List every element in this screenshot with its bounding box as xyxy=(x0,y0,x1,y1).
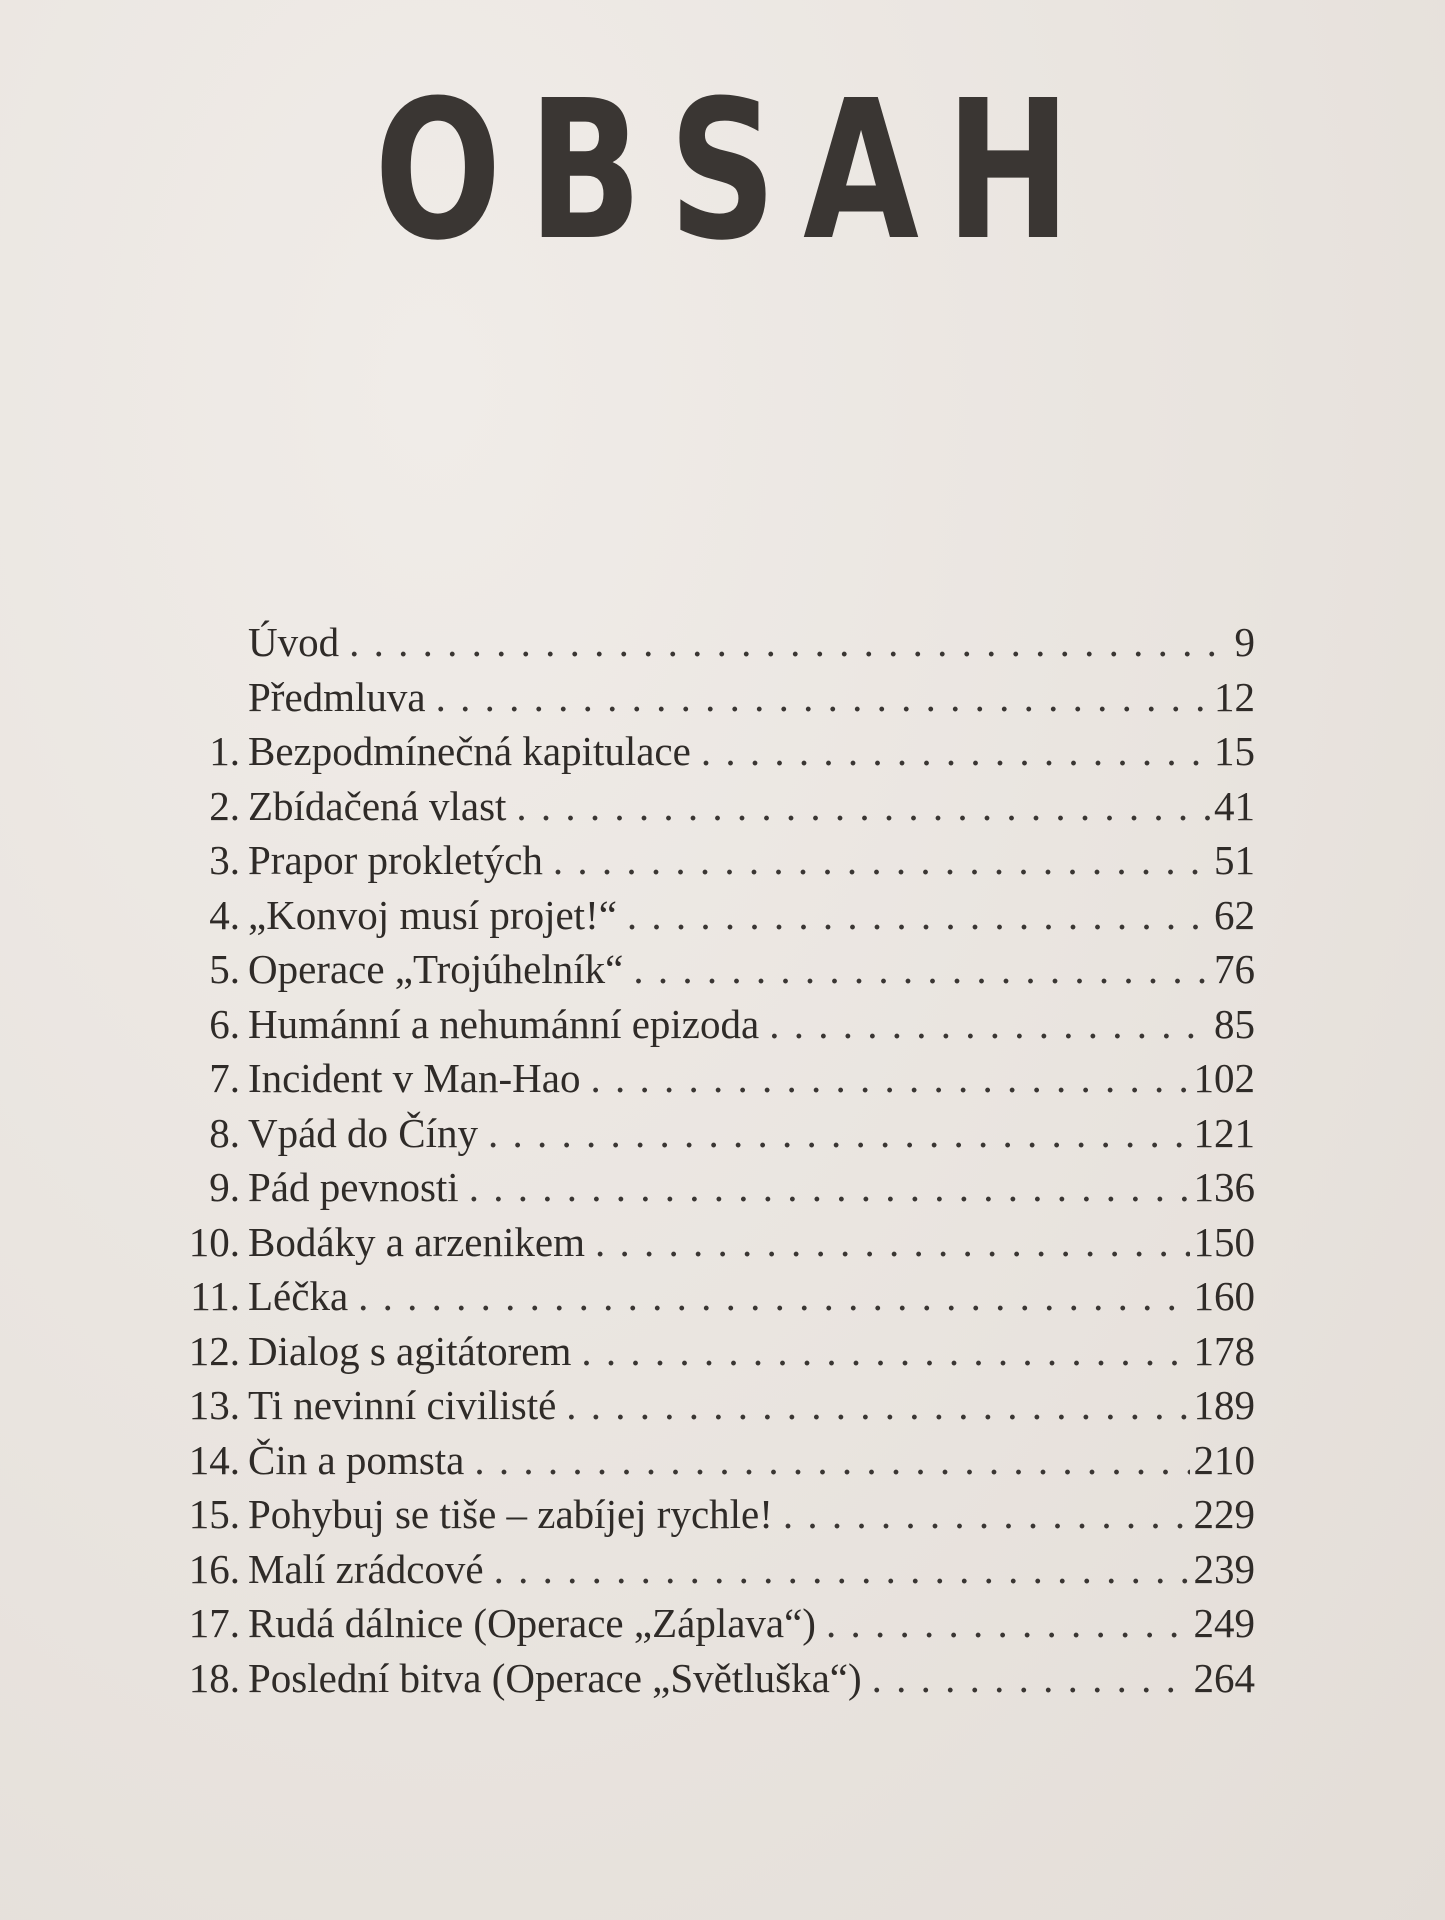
toc-entry-title: Úvod xyxy=(248,619,340,665)
toc-entry-number: 6. xyxy=(209,1000,240,1047)
toc-dot-leader xyxy=(566,1378,1189,1433)
toc-entry xyxy=(160,779,1255,834)
toc-entry-number: 1. xyxy=(209,728,240,774)
toc-dot-leader xyxy=(488,1106,1189,1161)
toc-entry-title: Pád pevnosti xyxy=(248,1164,459,1210)
toc-entry xyxy=(160,1106,1255,1161)
toc-entry xyxy=(160,1542,1255,1597)
toc-entry-number: 8. xyxy=(209,1109,240,1156)
toc-entry-number: 2. xyxy=(209,782,240,829)
toc-entry-title: Pohybuj se tiše – zabíjej rychle! xyxy=(248,1491,773,1537)
toc-entry-title: Předmluva xyxy=(248,673,426,720)
toc-entry-title: Bodáky a arzenikem xyxy=(248,1218,585,1265)
toc-entry-page: 12 xyxy=(1214,673,1255,720)
toc-entry xyxy=(160,724,1255,779)
toc-entry-number: 5. xyxy=(209,946,240,992)
toc-entry-title: Zbídačená vlast xyxy=(248,782,507,829)
toc-entry-number: 14. xyxy=(188,1436,240,1483)
toc-entry-title: Malí zrádcové xyxy=(248,1545,484,1592)
page-title: OBSAH xyxy=(374,60,1098,283)
toc-entry-title: Léčka xyxy=(248,1273,349,1319)
toc-entry xyxy=(160,1651,1255,1706)
toc-entry xyxy=(160,1051,1255,1106)
toc-entry-title: Čin a pomsta xyxy=(248,1436,465,1483)
toc-entry xyxy=(160,1596,1255,1651)
toc-entry-page: 189 xyxy=(1193,1382,1255,1428)
toc-entry-title: Rudá dálnice (Operace „Záplava“) xyxy=(248,1600,816,1646)
toc-entry-number: 17. xyxy=(188,1600,240,1646)
toc-entry-number: 18. xyxy=(188,1654,240,1701)
toc-dot-leader xyxy=(590,1051,1189,1106)
toc-dot-leader xyxy=(474,1433,1189,1488)
toc-entry xyxy=(160,1215,1255,1270)
toc-entry-page: 121 xyxy=(1193,1109,1255,1156)
toc-entry-title: Operace „Trojúhelník“ xyxy=(248,946,624,992)
toc-entry-number: 3. xyxy=(209,837,240,883)
toc-entry-number: 15. xyxy=(188,1491,240,1537)
toc-entry xyxy=(160,1269,1255,1324)
toc-entry-title: Bezpodmínečná kapitulace xyxy=(248,728,691,774)
toc-entry-page: 150 xyxy=(1193,1218,1255,1265)
toc-entry xyxy=(160,1487,1255,1542)
toc-entry-page: 102 xyxy=(1193,1055,1255,1101)
toc-entry-page: 76 xyxy=(1214,946,1255,992)
toc-entry-title: „Konvoj musí projet!“ xyxy=(248,891,617,938)
toc-entry xyxy=(160,888,1255,943)
toc-entry-page: 160 xyxy=(1193,1273,1255,1319)
toc-entry-title: Dialog s agitátorem xyxy=(248,1327,572,1374)
toc-dot-leader xyxy=(516,779,1210,834)
toc-entry-number: 11. xyxy=(190,1273,240,1319)
toc-entry-page: 41 xyxy=(1214,782,1255,829)
toc-entry-page: 51 xyxy=(1214,837,1255,883)
toc-dot-leader xyxy=(494,1542,1190,1597)
toc-entry-page: 136 xyxy=(1193,1164,1255,1210)
toc-entry-page: 264 xyxy=(1193,1654,1255,1701)
toc-entry-title: Humánní a nehumánní epizoda xyxy=(248,1000,760,1047)
toc-dot-leader xyxy=(553,833,1210,888)
toc-entry xyxy=(160,997,1255,1052)
toc-entry-number: 10. xyxy=(188,1218,240,1265)
toc-dot-leader xyxy=(469,1160,1190,1215)
toc-entry xyxy=(160,1160,1255,1215)
toc-entry xyxy=(160,942,1255,997)
toc-dot-leader xyxy=(701,724,1210,779)
toc-entry-number: 9. xyxy=(209,1164,240,1210)
toc-dot-leader xyxy=(783,1487,1190,1542)
toc-entry xyxy=(160,670,1255,725)
toc-dot-leader xyxy=(349,615,1230,670)
toc-dot-leader xyxy=(633,942,1210,997)
toc-entry-page: 15 xyxy=(1214,728,1255,774)
toc-entry-page: 229 xyxy=(1193,1491,1255,1537)
toc-entry-number: 7. xyxy=(209,1055,240,1101)
toc-entry xyxy=(160,1378,1255,1433)
toc-entry xyxy=(160,1433,1255,1488)
toc-entry xyxy=(160,1324,1255,1379)
toc-dot-leader xyxy=(436,670,1210,725)
toc-entry-number: 13. xyxy=(188,1382,240,1428)
toc-entry-page: 62 xyxy=(1214,891,1255,938)
toc-entry xyxy=(160,833,1255,888)
toc-entry-title: Ti nevinní civilisté xyxy=(248,1382,557,1428)
toc-dot-leader xyxy=(581,1324,1189,1379)
toc-entry-page: 249 xyxy=(1193,1600,1255,1646)
toc-dot-leader xyxy=(595,1215,1190,1270)
toc-entry-page: 178 xyxy=(1193,1327,1255,1374)
toc-entry-page: 210 xyxy=(1193,1436,1255,1483)
toc-dot-leader xyxy=(769,997,1210,1052)
toc-entry-number: 16. xyxy=(188,1545,240,1592)
toc-entry-number: 12. xyxy=(188,1327,240,1374)
toc-dot-leader xyxy=(826,1596,1190,1651)
toc-dot-leader xyxy=(358,1269,1189,1324)
toc-entry-title: Incident v Man-Hao xyxy=(248,1055,581,1101)
toc-entry-page: 85 xyxy=(1214,1000,1255,1047)
toc-entry-page: 239 xyxy=(1193,1545,1255,1592)
toc-dot-leader xyxy=(627,888,1210,943)
toc-entry-title: Prapor prokletých xyxy=(248,837,543,883)
toc-dot-leader xyxy=(872,1651,1190,1706)
toc-entry-page: 9 xyxy=(1234,619,1255,665)
toc-entry xyxy=(160,615,1255,670)
toc-entry-title: Vpád do Číny xyxy=(248,1109,479,1156)
toc-entry-number: 4. xyxy=(209,891,240,938)
table-of-contents xyxy=(160,615,1255,1705)
toc-entry-title: Poslední bitva (Operace „Světluška“) xyxy=(248,1654,862,1701)
